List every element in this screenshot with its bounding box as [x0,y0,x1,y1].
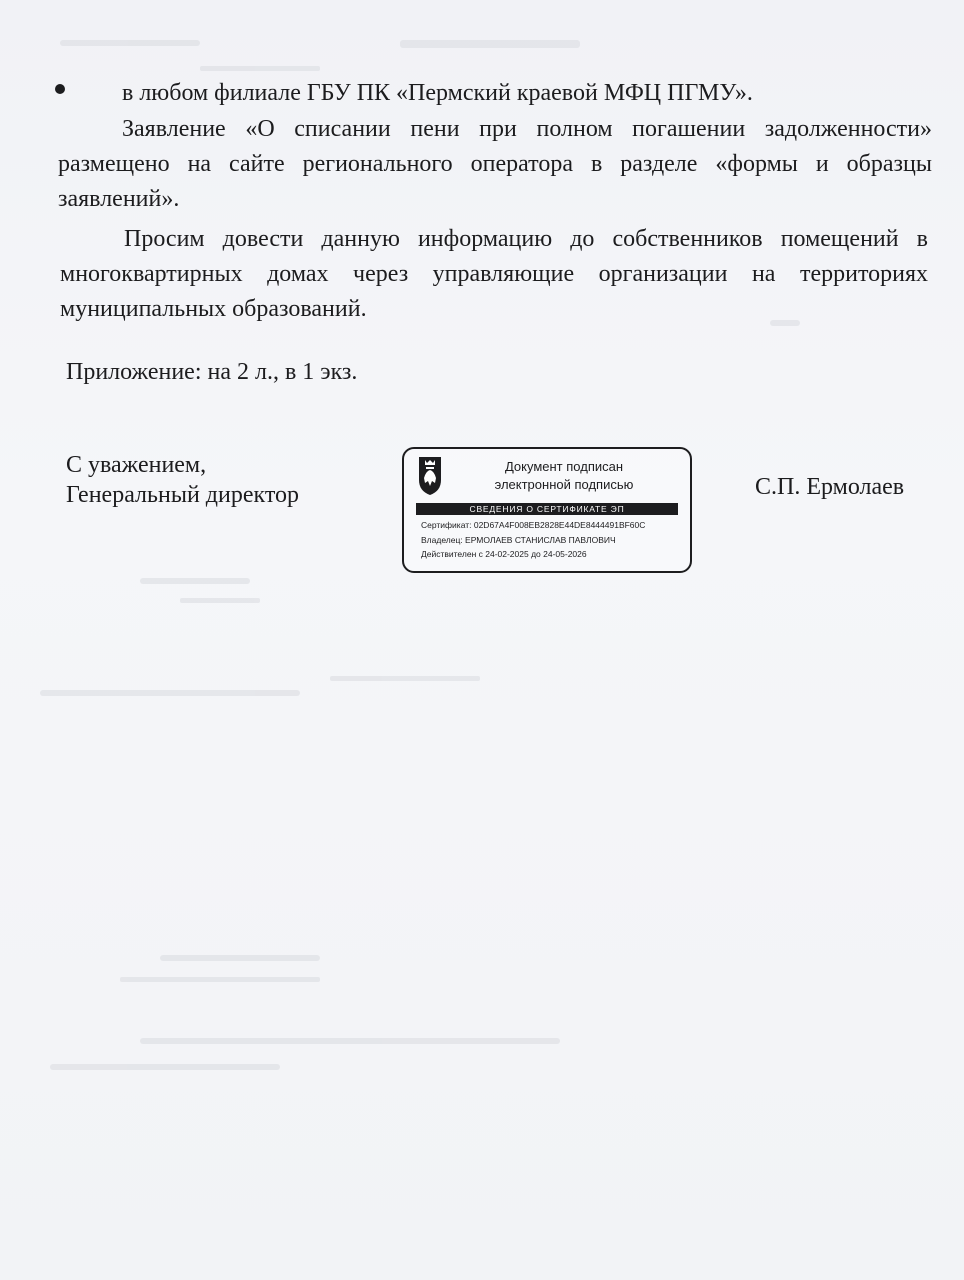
closing-greeting: С уважением, [66,452,207,478]
request-paragraph: Просим довести данную информацию до собственников помещений в многоквартирных домах через управляющие организации на территориях муниципальных образований. [60,226,928,322]
stamp-title-line2: электронной подписью [494,477,634,492]
closing-block [66,450,299,510]
signer-position: Генеральный директор [66,482,300,508]
electronic-signature-stamp [402,447,692,573]
stamp-title-line1: Документ подписан [504,459,624,474]
certificate-number: Сертификат: 02D67A4F008EB2828E44DE8444491BF60C [421,520,646,530]
certificate-header-bar: СВЕДЕНИЯ О СЕРТИФИКАТЕ ЭП [416,503,678,515]
attachment-note: Приложение: на 2 л., в 1 экз. [66,359,358,385]
stamp-title [450,458,678,494]
statement-paragraph: Заявление «О списании пени при полном погашении задолженности» размещено на сайте регионального оператора в разделе «формы и образцы заявлений». [58,116,932,212]
bullet-item-text: в любом филиале ГБУ ПК «Пермский краевой МФЦ ПГМУ». [122,80,753,106]
perm-krai-coat-of-arms-icon [417,454,443,496]
certificate-owner: Владелец: ЕРМОЛАЕВ СТАНИСЛАВ ПАВЛОВИЧ [421,535,616,545]
signer-name: С.П. Ермолаев [755,474,905,500]
certificate-validity: Действителен с 24-02-2025 до 24-05-2026 [421,549,587,559]
list-bullet [55,84,65,94]
